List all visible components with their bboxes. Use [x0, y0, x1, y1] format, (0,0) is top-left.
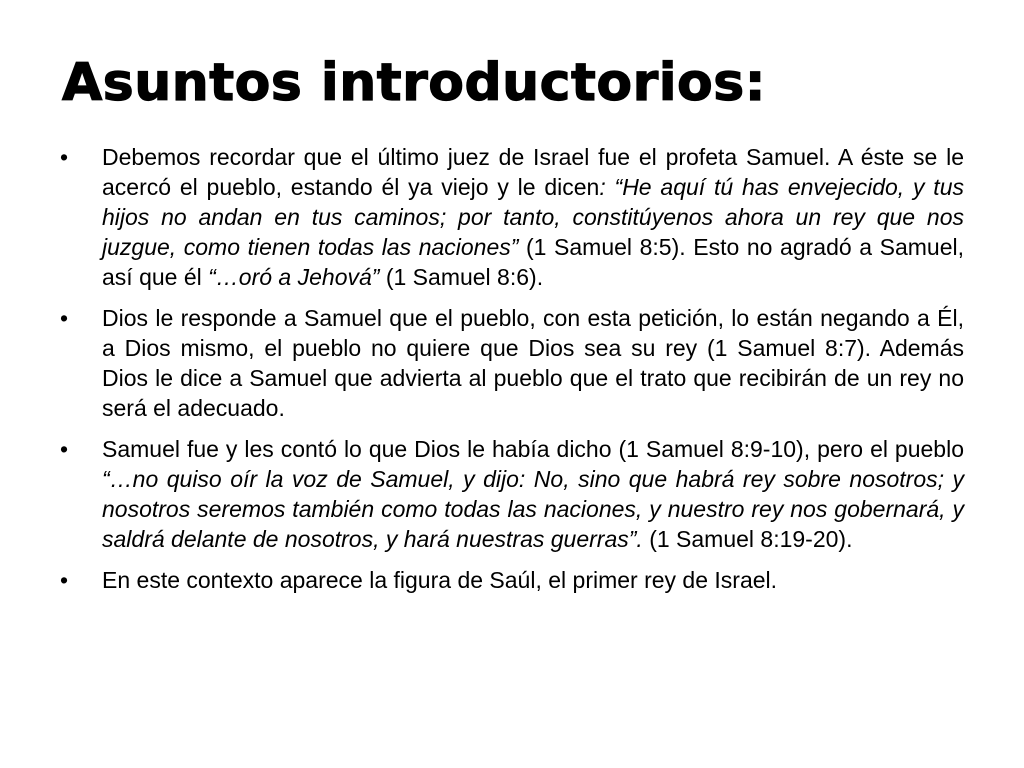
slide-title: Asuntos introductorios:	[62, 53, 767, 113]
bullet-dot-icon: •	[60, 436, 69, 462]
bullet-dot-icon: •	[60, 567, 69, 593]
bullet-item	[60, 565, 964, 595]
bullet-quote-segment: “…no quiso oír la voz de Samuel, y dijo: No, sino que habrá rey sobre nosotros; y nosotros seremos también como todas las naciones, y nuestro rey nos gobernará, y saldrá delante de nosotros, y hará nuestras guerras”.	[102, 466, 964, 552]
bullet-item	[60, 142, 964, 292]
bullet-text	[102, 565, 964, 595]
bullet-quote-segment: “…oró a Jehová”	[208, 264, 380, 290]
bullet-text-segment: (1 Samuel 8:6).	[379, 264, 544, 290]
bullet-dot-icon: •	[60, 144, 69, 170]
bullet-text	[102, 142, 964, 292]
bullet-item	[60, 303, 964, 423]
bullet-text-segment: (1 Samuel 8:19-20).	[642, 526, 853, 552]
bullet-quote-segment: : “He aquí tú has envejecido, y tus hijos no andan en tus caminos; por tanto, constitúyenos ahora un rey que nos juzgue, como tienen todas las naciones”	[102, 174, 964, 260]
bullet-text	[102, 434, 964, 554]
bullet-text	[102, 303, 964, 423]
bullet-text-segment: En este contexto aparece la figura de Saúl, el primer rey de Israel.	[102, 567, 778, 593]
bullet-text-segment: (1 Samuel 8:5). Esto no agradó a Samuel, así que él	[102, 234, 964, 290]
bullet-item	[60, 434, 964, 554]
bullet-text-segment: Samuel fue y les contó lo que Dios le había dicho (1 Samuel 8:9-10), pero el pueblo	[102, 436, 964, 462]
bullet-text-segment: Dios le responde a Samuel que el pueblo, con esta petición, lo están negando a Él, a Dios mismo, el pueblo no quiere que Dios sea su rey (1 Samuel 8:7). Además Dios le dice a Samuel que advierta al pueblo que el trato que recibirán de un rey no será el adecuado.	[102, 305, 964, 421]
bullet-list	[60, 142, 964, 606]
bullet-dot-icon: •	[60, 305, 69, 331]
bullet-text-segment: Debemos recordar que el último juez de Israel fue el profeta Samuel. A éste se le acercó el pueblo, estando él ya viejo y le dicen	[102, 144, 964, 200]
